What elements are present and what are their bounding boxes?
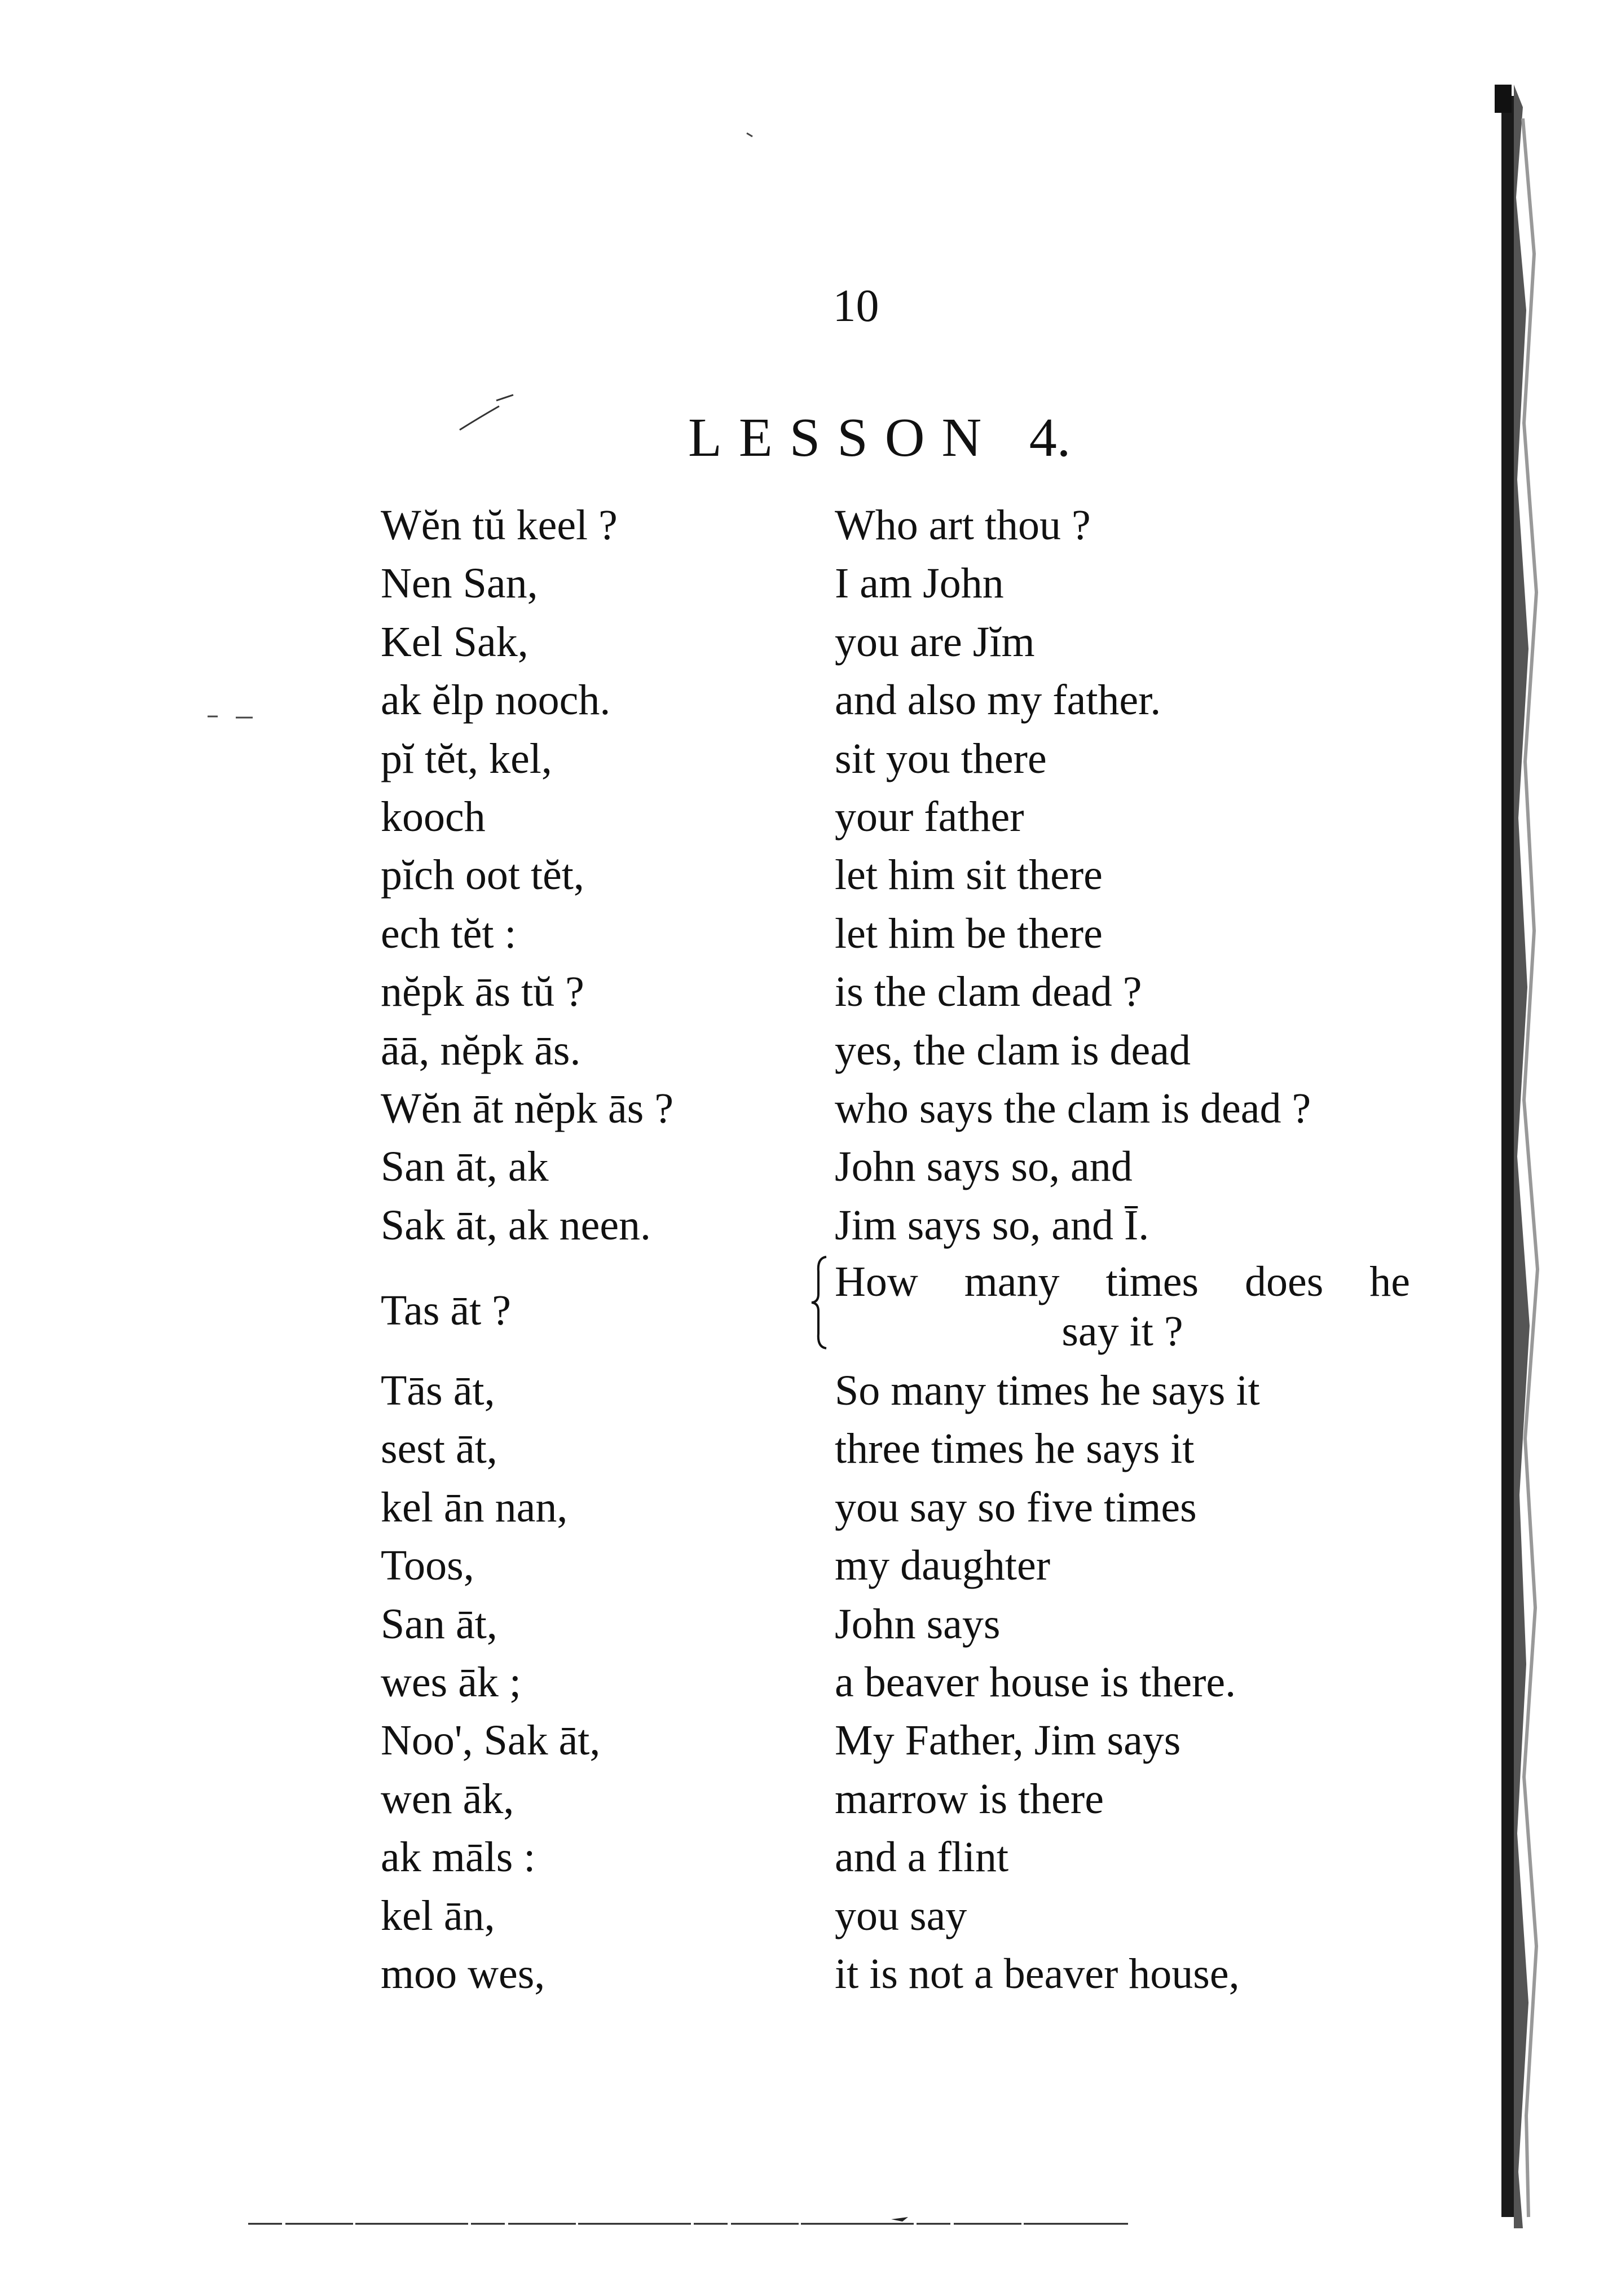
table-row <box>381 613 1430 671</box>
table-row <box>381 1828 1430 1886</box>
page-number: 10 <box>832 280 879 331</box>
table-row <box>381 1712 1430 1770</box>
english-translation: let him be there <box>835 909 1103 957</box>
curly-brace-icon <box>809 1255 832 1351</box>
native-phrase: ech tĕt : <box>381 909 517 957</box>
english-translation: a beaver house is there. <box>835 1659 1236 1706</box>
english-translation-line: How many times does he <box>835 1258 1410 1306</box>
english-translation: Who art thou ? <box>835 502 1091 549</box>
table-row <box>381 963 1430 1021</box>
table-row <box>381 555 1430 613</box>
native-phrase: kooch <box>381 793 486 841</box>
english-translation <box>835 1257 1410 1356</box>
english-translation: you say so five times <box>835 1483 1197 1531</box>
stray-speck <box>208 711 258 722</box>
native-phrase: sest āt, <box>381 1425 497 1473</box>
native-phrase: wes āk ; <box>381 1659 522 1706</box>
english-translation: is the clam dead ? <box>835 968 1142 1016</box>
table-row <box>381 905 1430 963</box>
stray-speck <box>745 130 756 141</box>
english-translation: my daughter <box>835 1542 1051 1590</box>
native-phrase: Kel Sak, <box>381 618 528 666</box>
lesson-title-word: LESSON <box>688 407 999 468</box>
pencil-mark <box>457 389 519 434</box>
english-translation: John says so, and <box>835 1143 1133 1191</box>
english-translation: let him sit there <box>835 851 1103 899</box>
english-translation: My Father, Jim says <box>835 1717 1181 1765</box>
vocabulary-table <box>381 496 1430 2003</box>
native-phrase: San āt, ak <box>381 1143 549 1191</box>
table-row <box>381 1080 1430 1138</box>
table-row <box>381 1770 1430 1828</box>
english-translation: I am John <box>835 560 1004 608</box>
english-translation-line: say it ? <box>1061 1308 1183 1356</box>
table-row <box>381 1653 1430 1712</box>
page-binding-edge <box>1489 85 1551 2228</box>
english-translation: So many times he says it <box>835 1367 1260 1415</box>
table-row <box>381 1887 1430 1945</box>
native-phrase: āā, nĕpk ās. <box>381 1026 581 1074</box>
table-row <box>381 1945 1430 2003</box>
native-phrase: Nen San, <box>381 560 538 608</box>
native-phrase: Tas āt ? <box>381 1287 512 1335</box>
native-phrase: moo wes, <box>381 1950 545 1998</box>
table-row <box>381 1537 1430 1595</box>
native-phrase: wen āk, <box>381 1775 514 1823</box>
native-phrase: Wĕn tŭ keel ? <box>381 502 618 549</box>
native-phrase: kel ān, <box>381 1892 495 1939</box>
table-row <box>381 1138 1430 1196</box>
english-translation: your father <box>835 793 1024 841</box>
native-phrase: Wĕn āt nĕpk ās ? <box>381 1084 674 1132</box>
table-row <box>381 730 1430 788</box>
native-phrase: ak ĕlp nooch. <box>381 676 611 724</box>
table-row <box>381 1255 1430 1362</box>
table-row <box>381 496 1430 555</box>
lesson-title-number: 4. <box>1029 407 1071 468</box>
native-phrase: pĭch oot tĕt, <box>381 851 584 899</box>
native-phrase: ak māls : <box>381 1833 536 1881</box>
english-translation: and a flint <box>835 1833 1009 1881</box>
table-row <box>381 1022 1430 1080</box>
table-row <box>381 671 1430 729</box>
english-translation: it is not a beaver house, <box>835 1950 1240 1998</box>
english-translation: you are Jĭm <box>835 618 1035 666</box>
table-row <box>381 1595 1430 1653</box>
native-phrase: Tās āt, <box>381 1367 495 1415</box>
table-row <box>381 1197 1430 1255</box>
lesson-title <box>688 406 1071 469</box>
table-row <box>381 788 1430 846</box>
native-phrase: Toos, <box>381 1542 474 1590</box>
native-phrase: nĕpk ās tŭ ? <box>381 968 584 1016</box>
english-translation: marrow is there <box>835 1775 1104 1823</box>
table-row <box>381 1362 1430 1420</box>
english-translation: and also my father. <box>835 676 1161 724</box>
table-row <box>381 846 1430 904</box>
native-phrase: pĭ tĕt, kel, <box>381 734 552 782</box>
english-translation: yes, the clam is dead <box>835 1026 1191 1074</box>
native-phrase: Noo', Sak āt, <box>381 1717 601 1765</box>
native-phrase: San āt, <box>381 1600 497 1648</box>
english-translation: three times he says it <box>835 1425 1195 1473</box>
english-translation: John says <box>835 1600 1001 1648</box>
table-row <box>381 1479 1430 1537</box>
english-translation: sit you there <box>835 734 1047 782</box>
english-translation: you say <box>835 1892 967 1939</box>
native-phrase: Sak āt, ak neen. <box>381 1201 651 1249</box>
english-translation: who says the clam is dead ? <box>835 1084 1311 1132</box>
english-translation: Jim says so, and Ī. <box>835 1201 1149 1249</box>
table-row <box>381 1420 1430 1478</box>
footer-rule <box>248 2217 1128 2228</box>
native-phrase: kel ān nan, <box>381 1483 568 1531</box>
